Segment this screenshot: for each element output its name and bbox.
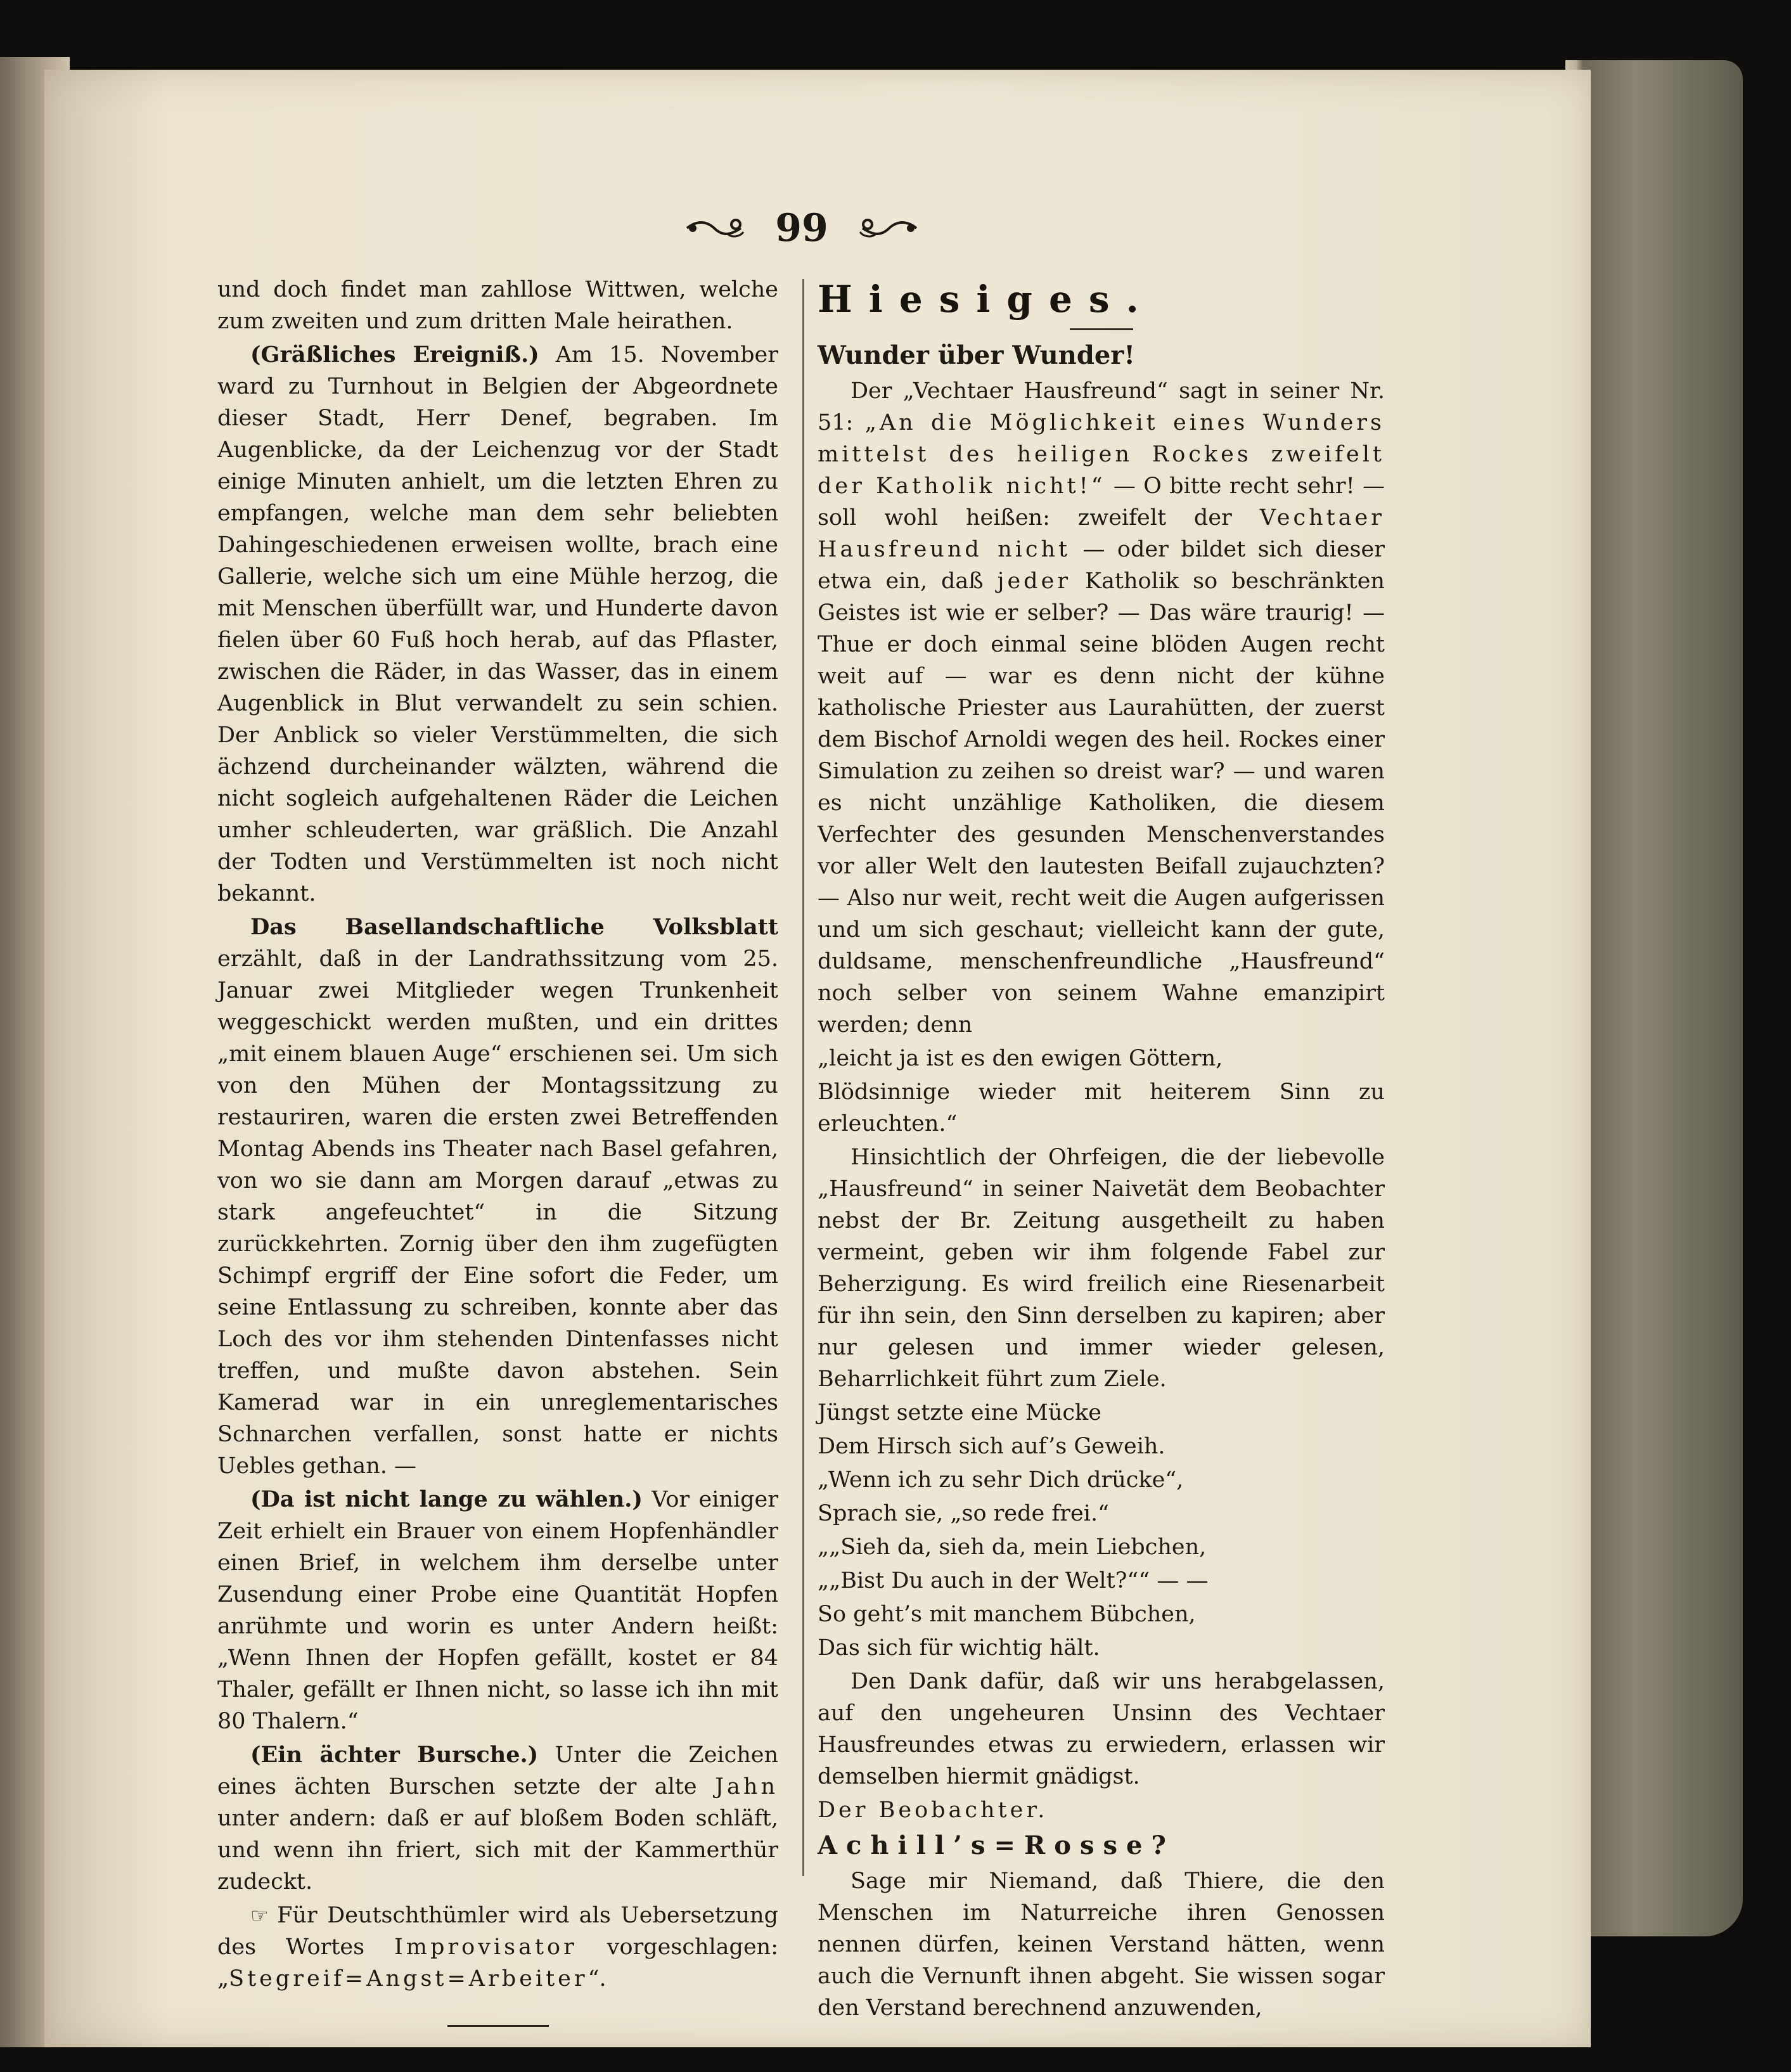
article-heading: Das Basellandschaftliche Volksblatt <box>250 914 778 940</box>
section-title: Hiesiges. <box>818 278 1155 321</box>
paragraph-hausfreund: Der „Vechtaer Hausfreund“ sagt in seiner Nr. 51: „An die Möglichkeit eines Wunders mittelst des heiligen Rockes zweifelt der Katholik nicht!“ — O bitte recht sehr! — soll wohl heißen: zweifelt der Vechtaer Hausfreund nicht — oder bildet sich dieser etwa ein, daß jeder Katholik so beschränkten Geistes ist wie er selber? — Das wäre traurig! — Thue er doch einmal seine blöden Augen recht weit auf — war es denn nicht der kühne katholische Priester aus Laurahütten, der zuerst dem Bischof Arnoldi wegen des heil. Rockes einer Simulation zu zeihen so dreist war? — und waren es nicht unzählige Katholiken, die diesem Verfechter des gesunden Menschenverstandes vor aller Welt den lautesten Beifall zujauchzten? — Also nur weit, recht weit die Augen aufgerissen und um sich geschaut; vielleicht kann der gute, duldsame, menschenfreundliche „Hausfreund“ noch selber von seinem Wahne emanzipirt werden; denn <box>818 378 1385 1038</box>
paragraph-dank: Den Dank dafür, daß wir uns herabgelassen, auf den ungeheuren Unsinn des Vechtaer Hausfreundes etwas zu erwiedern, erlassen wir demselben hiermit gnädigst. <box>818 1669 1385 1789</box>
article-headline: Achill’s=Rosse? <box>818 1831 1175 1860</box>
fable-line: Dem Hirsch sich auf’s Geweih. <box>818 1434 1165 1459</box>
fable-line: So geht’s mit manchem Bübchen, <box>818 1602 1196 1627</box>
article-volksblatt: Das Basellandschaftliche Volksblatt erzählt, daß in der Landrathssitzung vom 25. Januar zwei Mitglieder wegen Trunkenheit weggeschickt werden mußten, und ein drittes „mit einem blauen Auge“ erschienen sei. Um sich von den Mühen der Montagssitzung zu restauriren, waren die ersten zwei Betreffenden Montag Abends ins Theater nach Basel gefahren, von wo sie dann am Morgen darauf „etwas zu stark angefeuchtet“ in die Sitzung zurückkehrten. Zornig über den ihm zugefügten Schimpf ergriff der Eine sofort die Feder, um seine Entlassung zu schreiben, konnte aber das Loch des vor ihm stehenden Dintenfasses nicht treffen, und mußte davon abstehen. Sein Kamerad war in ein unreglementarisches Schnarchen verfallen, sonst hatte er nichts Uebles gethan. — <box>217 914 778 1479</box>
pointing-hand-icon: ☞ <box>250 1903 267 1927</box>
column-divider <box>802 279 804 1876</box>
fable-line: Jüngst setzte eine Mücke <box>818 1400 1101 1425</box>
article-heading: (Gräßliches Ereigniß.) <box>250 342 539 368</box>
right-column <box>818 274 1385 2026</box>
fable-line: „„Bist Du auch in der Welt?““ — — <box>818 1568 1209 1593</box>
article-improvisator: ☞ Für Deutschthümler wird als Uebersetzung des Wortes Improvisator vorgeschlagen: „Stegreif=Angst=Arbeiter“. <box>217 1903 778 1992</box>
paragraph-ohrfeigen: Hinsichtlich der Ohrfeigen, die der liebevolle „Hausfreund“ in seiner Naivetät dem Beobachter nebst der Br. Zeitung ausgetheilt zu haben vermeint, geben wir ihm folgende Fabel zur Beherzigung. Es wird freilich eine Riesenarbeit für ihn sein, den Sinn derselben zu kapiren; aber nur gelesen und immer wieder gelesen, Beharrlichkeit führt zum Ziele. <box>818 1145 1385 1392</box>
title-rule <box>1070 328 1133 330</box>
fable-line: Das sich für wichtig hält. <box>818 1635 1100 1661</box>
verse-line: „leicht ja ist es den ewigen Göttern, <box>818 1046 1223 1071</box>
fable-line: Sprach sie, „so rede frei.“ <box>818 1501 1109 1526</box>
article-headline: Wunder über Wunder! <box>818 340 1135 370</box>
fable-line: „„Sieh da, sieh da, mein Liebchen, <box>818 1535 1207 1560</box>
verse-line: Blödsinnige wieder mit heiterem Sinn zu erleuchten.“ <box>818 1079 1385 1136</box>
signature: Der Beobachter. <box>818 1798 1048 1823</box>
article-hops: (Da ist nicht lange zu wählen.) Vor einiger Zeit erhielt ein Brauer von einem Hopfenhändler einen Brief, in welchem ihm derselbe unter Zusendung einer Probe eine Quantität Hopfen anrühmte und worin es unter Andern heißt: „Wenn Ihnen der Hopfen gefällt, kostet er 84 Thaler, gefällt er Ihnen nicht, so lasse ich ihn mit 80 Thalern.“ <box>217 1486 778 1734</box>
separator-line <box>447 2025 549 2027</box>
article-heading: (Da ist nicht lange zu wählen.) <box>250 1486 643 1512</box>
ornament-right-icon <box>856 216 920 241</box>
book-edge <box>1565 60 1743 1936</box>
paragraph-widows: und doch findet man zahllose Wittwen, welche zum zweiten und zum dritten Male heirathen. <box>217 277 778 334</box>
article-heading: (Ein ächter Bursche.) <box>250 1742 539 1768</box>
ornament-left-icon <box>684 216 747 241</box>
article-student: (Ein ächter Bursche.) Unter die Zeichen eines ächten Burschen setzte der alte Jahn unter andern: daß er auf bloßem Boden schläft, und wenn ihn friert, sich mit der Kammerthür zudeckt. <box>217 1742 778 1895</box>
page-number: 99 <box>775 206 828 250</box>
paragraph-achill: Sage mir Niemand, daß Thiere, die den Menschen im Naturreiche ihren Genossen nennen dürfen, keinen Verstand hätten, wenn auch die Vernunft ihnen abgeht. Sie wissen sogar den Verstand berechnend anzuwenden, <box>818 1869 1385 2021</box>
fable-line: „Wenn ich zu sehr Dich drücke“, <box>818 1467 1184 1493</box>
article-terrible-event: (Gräßliches Ereigniß.) Am 15. November ward zu Turnhout in Belgien der Abgeordnete dieser Stadt, Herr Denef, begraben. Im Augenblicke, da der Leichenzug vor der Stadt einige Minuten anhielt, um die letzten Ehren zu empfangen, welche man dem sehr beliebten Dahingeschiedenen erweisen wollte, brach eine Gallerie, welche sich um eine Mühle herzog, die mit Menschen überfüllt war, und Hunderte davon fielen über 60 Fuß hoch herab, auf das Pflaster, zwischen die Räder, in das Wasser, das in einem Augenblick in Blut verwandelt zu sein schien. Der Anblick so vieler Verstümmelten, die sich ächzend durcheinander wälzten, während die nicht sogleich aufgehaltenen Räder die Leichen umher schleuderten, war gräßlich. Die Anzahl der Todten und Verstümmelten ist noch nicht bekannt. <box>217 342 778 906</box>
left-column <box>217 274 778 2027</box>
page-header <box>665 206 938 250</box>
